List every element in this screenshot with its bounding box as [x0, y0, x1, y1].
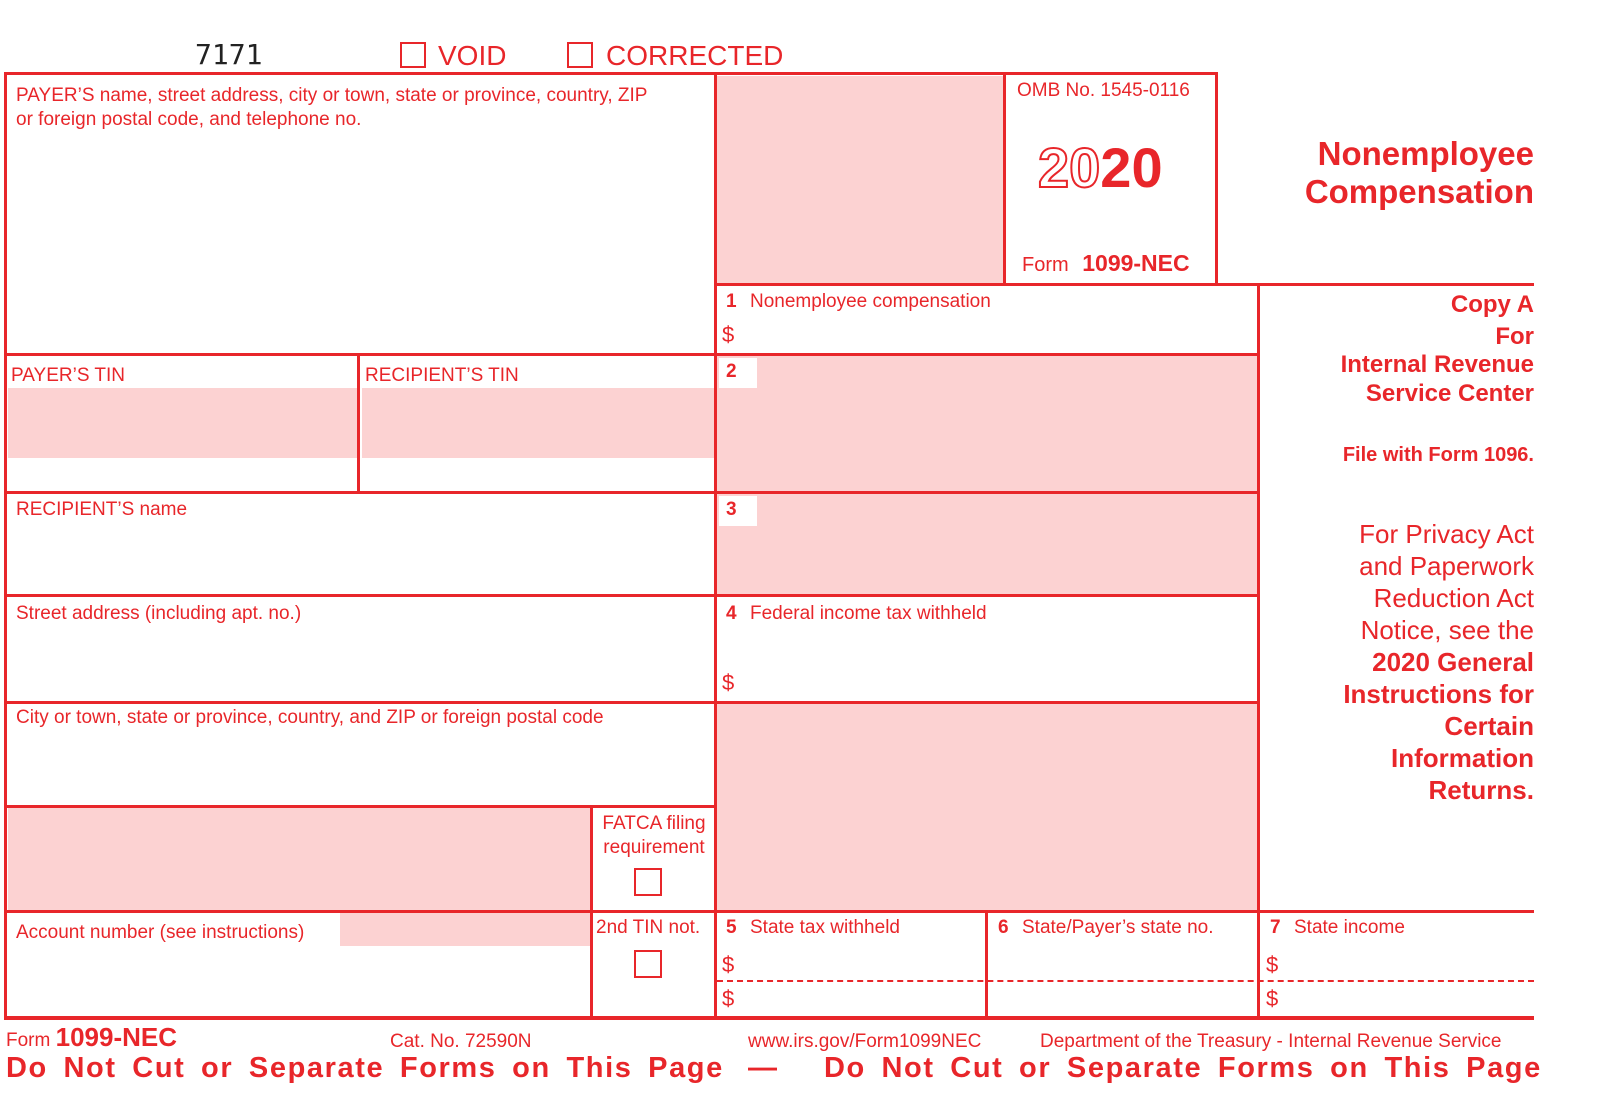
do-not-cut-left: Do Not Cut or Separate Forms on This Page [6, 1052, 724, 1084]
void-label: VOID [438, 40, 507, 71]
box1-number: 1 [726, 291, 737, 312]
box7-label: State income [1294, 917, 1405, 938]
box1-label: Nonemployee compensation [750, 291, 991, 312]
form-code: 7171 [195, 38, 263, 71]
footer-form-code: 1099-NEC [55, 1022, 178, 1052]
account-number-label: Account number (see instructions) [16, 922, 305, 943]
recipient-name-label: RECIPIENT’S name [16, 499, 188, 520]
privacy-line-5: 2020 General [1372, 647, 1534, 677]
privacy-line-6: Instructions for [1343, 679, 1534, 709]
recipient-tin-field[interactable] [362, 388, 714, 458]
cat-number: Cat. No. 72590N [390, 1031, 532, 1052]
shaded-area-left-of-fatca [8, 808, 590, 910]
recipient-tin-label: RECIPIENT’S TIN [365, 365, 519, 386]
box7-currency-1: $ [1266, 952, 1279, 977]
box1-currency: $ [722, 322, 735, 347]
box4-number: 4 [726, 603, 737, 624]
city-label: City or town, state or province, country, and ZIP or foreign postal code [16, 707, 604, 728]
privacy-line-1: For Privacy Act [1359, 519, 1534, 549]
tax-year-bold: 20 [1100, 136, 1163, 199]
copy-a-label: Copy A [1450, 291, 1534, 318]
omb-form-code: 1099-NEC [1082, 250, 1190, 276]
street-address-label: Street address (including apt. no.) [16, 603, 302, 624]
box5-currency-2: $ [722, 986, 735, 1011]
corrected-checkbox[interactable] [567, 42, 593, 68]
separator-dash: — [748, 1052, 777, 1084]
void-checkbox[interactable] [400, 42, 426, 68]
form-title-line2: Compensation [1304, 173, 1534, 210]
copy-irs-label: Internal Revenue [1340, 351, 1534, 378]
payer-name-label-line2: or foreign postal code, and telephone no. [16, 109, 362, 130]
tax-year [1038, 138, 1163, 198]
box6-label: State/Payer’s state no. [1022, 917, 1214, 938]
irs-url[interactable]: www.irs.gov/Form1099NEC [748, 1031, 982, 1052]
box3-shaded [717, 494, 1257, 594]
box4-label: Federal income tax withheld [750, 603, 987, 624]
box7-currency-2: $ [1266, 986, 1279, 1011]
fatca-label-line2: requirement [603, 837, 705, 858]
box5-number: 5 [726, 917, 737, 938]
box6-number: 6 [998, 917, 1009, 938]
box2-number: 2 [726, 361, 737, 382]
box4-currency: $ [722, 670, 735, 695]
tax-year-outline: 20 [1038, 136, 1101, 199]
copy-for-label: For [1495, 323, 1534, 350]
fatca-checkbox[interactable] [634, 868, 662, 896]
box2-shaded [717, 356, 1257, 491]
do-not-cut-right: Do Not Cut or Separate Forms on This Page [824, 1052, 1542, 1084]
box5-currency-1: $ [722, 952, 735, 977]
payer-name-label: PAYER’S name, street address, city or town, state or province, country, ZIP [16, 85, 648, 106]
file-with-label: File with Form 1096. [1342, 444, 1534, 466]
form-title: Nonemployee [1317, 135, 1534, 172]
footer-form-name [6, 1022, 177, 1053]
box7-number: 7 [1270, 917, 1281, 938]
privacy-line-3: Reduction Act [1373, 583, 1534, 613]
shaded-area-below-box4 [717, 704, 1257, 910]
box5-label: State tax withheld [750, 917, 900, 938]
privacy-line-7: Certain [1444, 711, 1534, 741]
omb-form-name [1022, 250, 1190, 277]
department-label: Department of the Treasury - Internal Revenue Service [1040, 1031, 1502, 1052]
payer-tin-field[interactable] [8, 388, 357, 458]
privacy-line-8: Information [1391, 743, 1534, 773]
payer-tin-label: PAYER’S TIN [11, 365, 126, 386]
omb-form-prefix: Form [1022, 254, 1069, 276]
omb-shaded-area [717, 76, 1003, 283]
corrected-label: CORRECTED [606, 40, 784, 71]
box3-number: 3 [726, 499, 737, 520]
account-number-shaded [340, 912, 590, 946]
omb-number: OMB No. 1545-0116 [1017, 80, 1190, 101]
privacy-line-9: Returns. [1428, 775, 1534, 805]
privacy-line-2: and Paperwork [1359, 551, 1534, 581]
second-tin-checkbox[interactable] [634, 950, 662, 978]
copy-center-label: Service Center [1365, 380, 1534, 407]
footer-form-prefix: Form [6, 1030, 51, 1051]
second-tin-label: 2nd TIN not. [596, 917, 701, 938]
fatca-label: FATCA filing [602, 813, 706, 834]
privacy-line-4: Notice, see the [1360, 615, 1534, 645]
